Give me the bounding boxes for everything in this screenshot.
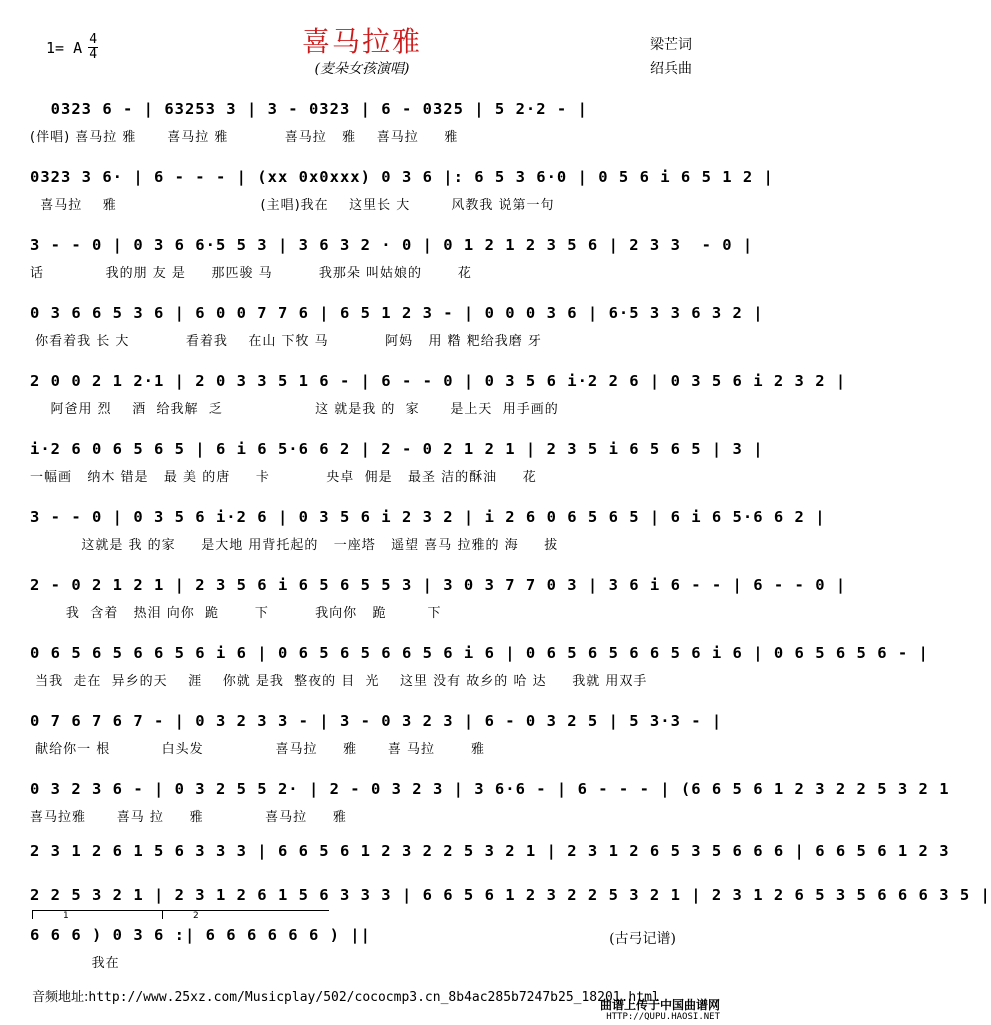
notation-line: 2 3 1 2 6 1 5 6 3 3 3 | 6 6 5 6 1 2 3 2 2 5 3 2 1 | 2 3 1 2 6 5 3 5 6 6 6 | 6 6 5 6 1 2 3 bbox=[30, 842, 950, 860]
notation-line: 3 - - 0 | 0 3 6 6·5 5 3 | 3 6 3 2 · 0 | 0 1 2 1 2 3 5 6 | 2 3 3 - 0 | bbox=[30, 236, 754, 254]
lyrics-line: 这就是 我 的家 是大地 用背托起的 一座塔 遥望 喜马 拉雅的 海 拔 bbox=[30, 538, 559, 553]
site-watermark bbox=[600, 999, 720, 1023]
notation-line: 0 3 6 6 5 3 6 | 6 0 0 7 7 6 | 6 5 1 2 3 - | 0 0 0 3 6 | 6·5 3 3 6 3 2 | bbox=[30, 304, 764, 322]
notation-line: 3 - - 0 | 0 3 5 6 i·2 6 | 0 3 5 6 i 2 3 2 | i 2 6 0 6 5 6 5 | 6 i 6 5·6 6 2 | bbox=[30, 508, 826, 526]
notation-line: 2 2 5 3 2 1 | 2 3 1 2 6 1 5 6 3 3 3 | 6 6 5 6 1 2 3 2 2 5 3 2 1 | 2 3 1 2 6 5 3 5 6 6 6 3 5 | bbox=[30, 886, 991, 904]
time-top: 4 bbox=[89, 32, 98, 47]
lyrics-line: 我 含着 热泪 向你 跪 下 我向你 跪 下 bbox=[30, 606, 442, 621]
audio-label: 音频地址: bbox=[32, 990, 89, 1005]
composer-credit: 绍兵曲 bbox=[650, 61, 692, 77]
lyrics-line: 喜马拉 雅 (主唱)我在 这里长 大 风教我 说第一句 bbox=[30, 198, 555, 213]
transcriber-note: (古弓记谱) bbox=[609, 931, 676, 947]
lyrics-line: 当我 走在 异乡的天 涯 你就 是我 整夜的 目 光 这里 没有 故乡的 哈 达 我就 用双手 bbox=[30, 674, 648, 689]
notation-line: 2 0 0 2 1 2·1 | 2 0 3 3 5 1 6 - | 6 - - 0 | 0 3 5 6 i·2 2 6 | 0 3 5 6 i 2 3 2 | bbox=[30, 372, 847, 390]
volta-1-label: 1 bbox=[63, 911, 69, 921]
song-title: 喜马拉雅 bbox=[301, 25, 422, 58]
time-bottom: 4 bbox=[89, 47, 98, 62]
watermark-text: 曲谱上传于中国曲谱网 bbox=[599, 998, 720, 1012]
key-label: 1= A bbox=[46, 38, 83, 57]
lyrics-line: 喜马拉雅 喜马 拉 雅 喜马拉 雅 bbox=[30, 810, 347, 825]
volta-bracket-1 bbox=[32, 910, 183, 919]
lyrics-line: 阿爸用 烈 酒 给我解 乏 这 就是我 的 家 是上天 用手画的 bbox=[30, 402, 559, 417]
lyrics-line: 你看着我 长 大 看着我 在山 下牧 马 阿妈 用 糌 粑给我磨 牙 bbox=[30, 334, 542, 349]
audio-address bbox=[32, 986, 660, 1005]
watermark-url: HTTP://QUPU.HAOSI.NET bbox=[606, 1012, 720, 1022]
lyrics-line: 一幅画 纳木 错是 最 美 的唐 卡 央卓 佣是 最圣 洁的酥油 花 bbox=[30, 470, 537, 485]
lyrics-line: 我在 bbox=[30, 956, 120, 971]
audio-url-link[interactable]: http://www.25xz.com/Musicplay/502/cococmp3.cn_8b4ac285b7247b25_18201.html bbox=[88, 990, 660, 1005]
volta-2-label: 2 bbox=[193, 911, 199, 921]
lyrics-line: 献给你一 根 白头发 喜马拉 雅 喜 马拉 雅 bbox=[30, 742, 485, 757]
lyrics-line: (伴唱) 喜马拉 雅 喜马拉 雅 喜马拉 雅 喜马拉 雅 bbox=[30, 130, 459, 145]
volta-bracket-2 bbox=[162, 910, 329, 919]
notation-line: 0 6 5 6 5 6 6 5 6 i 6 | 0 6 5 6 5 6 6 5 6 i 6 | 0 6 5 6 5 6 6 5 6 i 6 | 0 6 5 6 5 6 - | bbox=[30, 644, 929, 662]
lyrics-line: 话 我的朋 友 是 那匹骏 马 我那朵 叫姑娘的 花 bbox=[30, 266, 472, 281]
notation-line: i·2 6 0 6 5 6 5 | 6 i 6 5·6 6 2 | 2 - 0 2 1 2 1 | 2 3 5 i 6 5 6 5 | 3 | bbox=[30, 440, 764, 458]
notation-line: 0 3 2 3 6 - | 0 3 2 5 5 2· | 2 - 0 3 2 3 | 3 6·6 - | 6 - - - | (6 6 5 6 1 2 3 2 2 5 3 2 1 bbox=[30, 780, 950, 798]
notation-line: 0323 6 - | 63253 3 | 3 - 0323 | 6 - 0325 | 5 2·2 - | bbox=[30, 100, 588, 118]
lyricist-credit: 梁芒词 bbox=[650, 37, 692, 53]
notation-line: 0323 3 6· | 6 - - - | (xx 0x0xxx) 0 3 6 |: 6 5 3 6·0 | 0 5 6 i 6 5 1 2 | bbox=[30, 168, 774, 186]
song-subtitle: (麦朵女孩演唱) bbox=[314, 61, 410, 77]
notation-line: 0 7 6 7 6 7 - | 0 3 2 3 3 - | 3 - 0 3 2 3 | 6 - 0 3 2 5 | 5 3·3 - | bbox=[30, 712, 723, 730]
notation-line: 2 - 0 2 1 2 1 | 2 3 5 6 i 6 5 6 5 5 3 | 3 0 3 7 7 0 3 | 3 6 i 6 - - | 6 - - 0 | bbox=[30, 576, 847, 594]
notation-line: 6 6 6 ) 0 3 6 :| 6 6 6 6 6 6 ) || bbox=[30, 926, 371, 944]
